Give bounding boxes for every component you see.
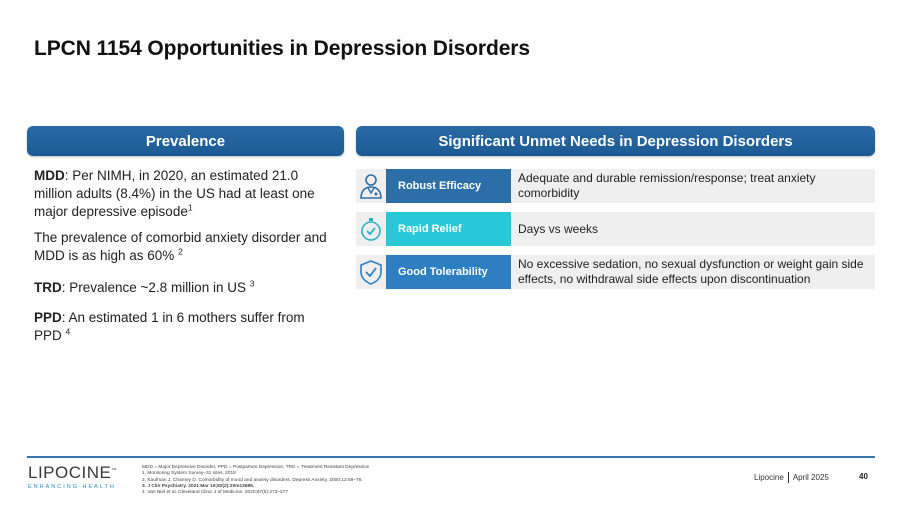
lipocine-logo [28,463,128,493]
need-tag: Good Tolerability [386,255,511,289]
prevalence-header: Prevalence [27,126,344,156]
page-title: LPCN 1154 Opportunities in Depression Disorders [34,37,530,60]
mdd-label: MDD [34,168,65,183]
trd-label: TRD [34,280,62,295]
footer-separator [788,472,789,483]
reference-3: 3. J Clin Psychiatry. 2021 Mar 16;82(2):20m13699. [142,483,255,489]
page-number: 40 [859,472,868,481]
need-row-robust-efficacy [356,169,875,203]
need-row-rapid-relief [356,212,875,246]
mdd-paragraph [34,167,334,221]
ppd-paragraph [34,309,334,345]
footer-divider [27,456,875,458]
reference-1: 1. Monitoring System Survey–31 sites, 2018 [142,471,236,477]
mdd-text: : Per NIMH, in 2020, an estimated 21.0 million adults (8.4%) in the US had at least one major depressive episode [34,168,315,219]
mdd-ref: 1 [187,202,193,213]
need-description: No excessive sedation, no sexual dysfunction or weight gain side effects, no withdrawal side effects upon discontinuation [518,257,864,286]
logo-wordmark: LIPOCINE™ [28,463,117,482]
footer-company-date [754,472,829,483]
abbreviations-note: MDD = Major Depressive Disorder, PPD = Postpartum Depression, TRD = Treatment Resistant Depression [142,465,370,470]
ppd-ref: 4 [65,326,71,337]
comorbid-paragraph [34,229,334,265]
shield-check-icon [358,257,384,287]
trd-paragraph [34,279,334,297]
unmet-needs-header: Significant Unmet Needs in Depression Disorders [356,126,875,156]
reference-2: 2. Kaufman J, Charney D. Comorbidity of mood and anxiety disorders. Depress Anxiety. 2000;12:69–76. [142,477,363,483]
ppd-text: : An estimated 1 in 6 mothers suffer from PPD [34,310,305,343]
company-name: Lipocine [754,473,784,482]
comorbid-text: The prevalence of comorbid anxiety disorder and MDD is as high as 60% [34,230,327,263]
comorbid-ref: 2 [178,246,183,257]
trd-text: : Prevalence ~2.8 million in US [61,280,246,295]
reference-4: 4. Van Niel et al. Cleveland Clinic J of Medicine. 2020;87(5):273–277 [142,490,289,496]
ppd-label: PPD [34,310,62,325]
need-row-good-tolerability [356,255,875,289]
doctor-icon [358,171,384,201]
need-tag: Robust Efficacy [386,169,511,203]
need-tag: Rapid Relief [386,212,511,246]
presentation-date: April 2025 [792,473,829,482]
footnotes [142,465,472,496]
stopwatch-icon [358,214,384,244]
trd-ref: 3 [249,278,255,289]
need-description: Days vs weeks [518,221,599,236]
logo-tagline: ENHANCING HEALTH [28,484,116,490]
prevalence-section [34,167,334,353]
need-description: Adequate and durable remission/response; treat anxiety comorbidity [518,171,816,200]
